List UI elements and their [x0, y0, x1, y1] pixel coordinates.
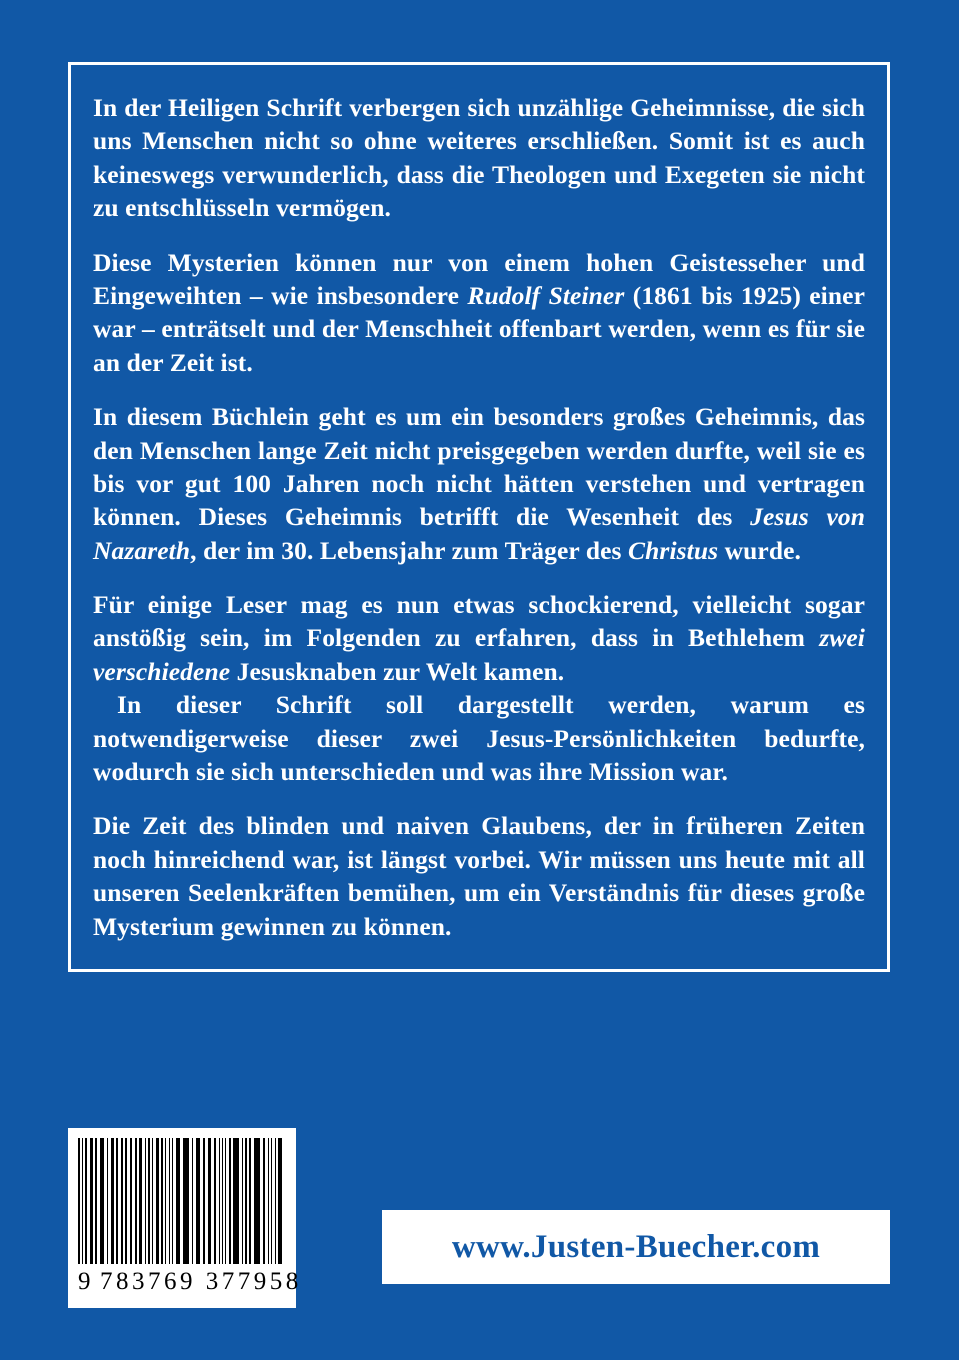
blurb-paragraph-1 [93, 91, 865, 225]
body-text: Für einige Leser mag es nun etwas schockierend, vielleicht sogar anstößig sein, im Folgenden zu erfahren, dass in Bethlehem [93, 590, 865, 653]
body-text: Diese Mysterien können nur von einem hohen Geistesseher und Eingeweihten – wie insbesondere [93, 247, 865, 310]
body-text: In dieser Schrift soll dargestellt werden, warum es notwendigerweise dieser zwei Jesus-Persönlichkeiten bedurfte, wodurch sie sich unterschieden und was ihre Mission war. [93, 690, 865, 787]
website-url: www.Justen-Buecher.com [451, 1228, 821, 1265]
isbn-number [78, 1268, 302, 1296]
body-text: , der im 30. Lebensjahr zum Träger des [190, 535, 629, 565]
blurb-paragraph-3 [93, 400, 865, 567]
body-text: In diesem Büchlein geht es um ein besonders großes Geheimnis, das den Menschen lange Zeit nicht preisgegeben werden durfte, weil sie es bis vor gut 100 Jahren noch nicht hätten verstehen und vertragen können. Dieses Geheimnis betrifft die Wesenheit des [93, 402, 865, 532]
body-text: wurde. [718, 535, 802, 565]
emphasized-text: zwei verschiedene [93, 623, 865, 686]
blurb-paragraph-4 [93, 588, 865, 688]
emphasized-text: Rudolf Steiner [467, 280, 625, 310]
barcode-icon [78, 1138, 286, 1264]
emphasized-text: Jesus von Nazareth [93, 502, 865, 565]
isbn-lead-digit: 9 [78, 1268, 94, 1295]
body-text: Jesusknaben zur Welt kamen. [230, 656, 565, 686]
blurb-paragraph-5 [93, 688, 865, 788]
website-box[interactable] [382, 1210, 890, 1284]
blurb-paragraph-2 [93, 246, 865, 380]
isbn-main-digits: 783769 377958 [100, 1268, 302, 1295]
body-text: In der Heiligen Schrift verbergen sich unzählige Geheimnisse, die sich uns Menschen nicht so ohne weiteres erschließen. Somit ist es auch keineswegs verwunderlich, dass die Theologen und Exegeten sie nicht zu entschlüsseln vermögen. [93, 93, 865, 223]
isbn-barcode-block [68, 1128, 302, 1308]
emphasized-text: Christus [628, 535, 719, 565]
blurb-box [68, 62, 890, 972]
body-text: Die Zeit des blinden und naiven Glaubens, der in früheren Zeiten noch hinreichend war, ist längst vorbei. Wir müssen uns heute mit all unseren Seelenkräften bemühen, um ein Verständnis für dieses große Mysterium gewinnen zu können. [93, 811, 865, 941]
body-text: (1861 bis 1925) einer war – enträtselt und der Menschheit offenbart werden, wenn es für sie an der Zeit ist. [93, 280, 865, 377]
blurb-paragraph-6 [93, 809, 865, 943]
